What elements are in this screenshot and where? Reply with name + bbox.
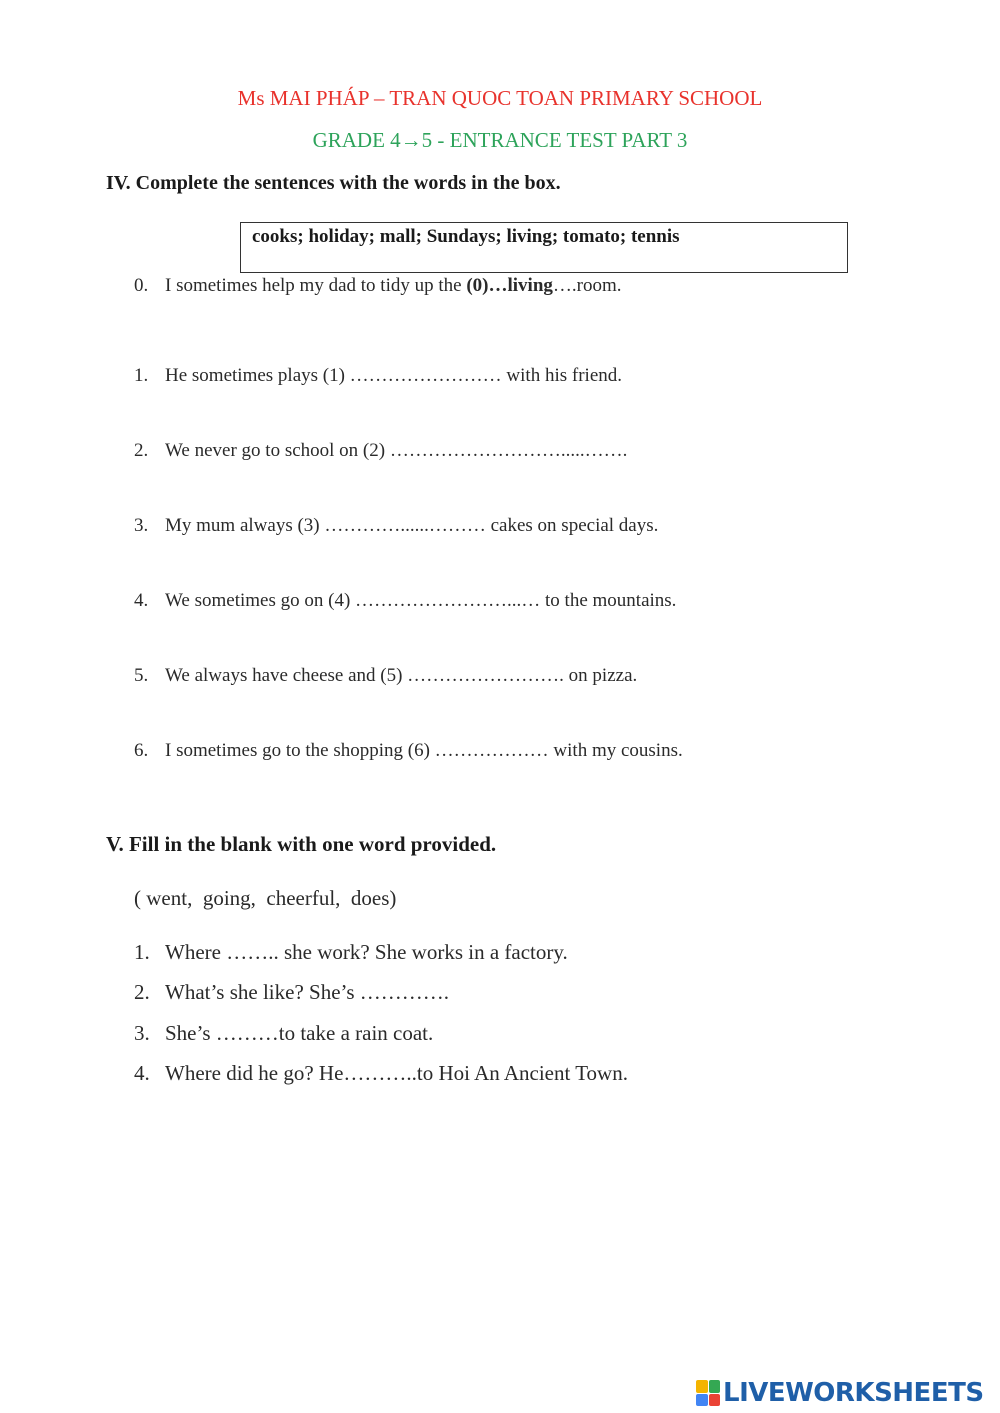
example-item xyxy=(134,275,622,297)
sentence-item-4 xyxy=(134,590,676,612)
example-text-before: I sometimes help my dad to tidy up the xyxy=(165,275,467,296)
section-4-title: IV. Complete the sentences with the words in the box. xyxy=(106,172,561,194)
sentence-item-6 xyxy=(134,740,683,762)
example-number: 0. xyxy=(134,275,149,296)
fill-item-4 xyxy=(134,1061,628,1086)
example-answer: (0)…living xyxy=(466,275,553,296)
fill-item-1 xyxy=(134,940,568,965)
item-number: 1. xyxy=(134,940,150,964)
school-header: Ms MAI PHÁP – TRAN QUOC TOAN PRIMARY SCHOOL xyxy=(237,86,763,110)
item-text: She’s ………to take a rain coat. xyxy=(165,1021,434,1045)
word-choices: ( went, going, cheerful, does) xyxy=(134,886,397,910)
sentence-item-2 xyxy=(134,440,627,462)
item-number: 3. xyxy=(134,515,149,536)
logo-square-icon xyxy=(709,1394,721,1407)
item-text: What’s she like? She’s …………. xyxy=(165,980,450,1004)
logo-square-icon xyxy=(696,1380,708,1393)
item-text: We never go to school on (2) ……………………….....……. xyxy=(165,440,628,461)
item-text: I sometimes go to the shopping (6) ……………… with my cousins. xyxy=(165,740,683,761)
sentence-item-5 xyxy=(134,665,637,687)
item-number: 6. xyxy=(134,740,149,761)
item-text: He sometimes plays (1) …………………… with his friend. xyxy=(165,365,623,386)
sentence-item-1 xyxy=(134,365,622,387)
logo-square-icon xyxy=(696,1394,708,1407)
item-number: 1. xyxy=(134,365,149,386)
item-text: Where …….. she work? She works in a factory. xyxy=(165,940,568,964)
sentence-item-3 xyxy=(134,515,658,537)
example-text-after: ….room. xyxy=(552,275,622,296)
item-number: 4. xyxy=(134,590,149,611)
logo-square-icon xyxy=(709,1380,721,1393)
item-text: We sometimes go on (4) ……………………...… to the mountains. xyxy=(165,590,677,611)
test-title: GRADE 4→5 - ENTRANCE TEST PART 3 xyxy=(312,128,688,152)
item-number: 2. xyxy=(134,440,149,461)
liveworksheets-logo-icon xyxy=(696,1380,720,1406)
item-text: Where did he go? He………..to Hoi An Ancient Town. xyxy=(165,1061,628,1085)
fill-item-2 xyxy=(134,980,449,1005)
item-number: 3. xyxy=(134,1021,150,1045)
word-box: cooks; holiday; mall; Sundays; living; tomato; tennis xyxy=(240,222,848,273)
fill-item-3 xyxy=(134,1021,433,1046)
item-text: We always have cheese and (5) ……………………. on pizza. xyxy=(165,665,638,686)
liveworksheets-logo[interactable] xyxy=(696,1376,984,1410)
item-number: 2. xyxy=(134,980,150,1004)
section-5-title: V. Fill in the blank with one word provided. xyxy=(106,832,497,856)
item-number: 4. xyxy=(134,1061,150,1085)
item-text: My mum always (3) …………......……… cakes on special days. xyxy=(165,515,659,536)
logo-text: LIVEWORKSHEETS xyxy=(723,1378,984,1408)
item-number: 5. xyxy=(134,665,149,686)
